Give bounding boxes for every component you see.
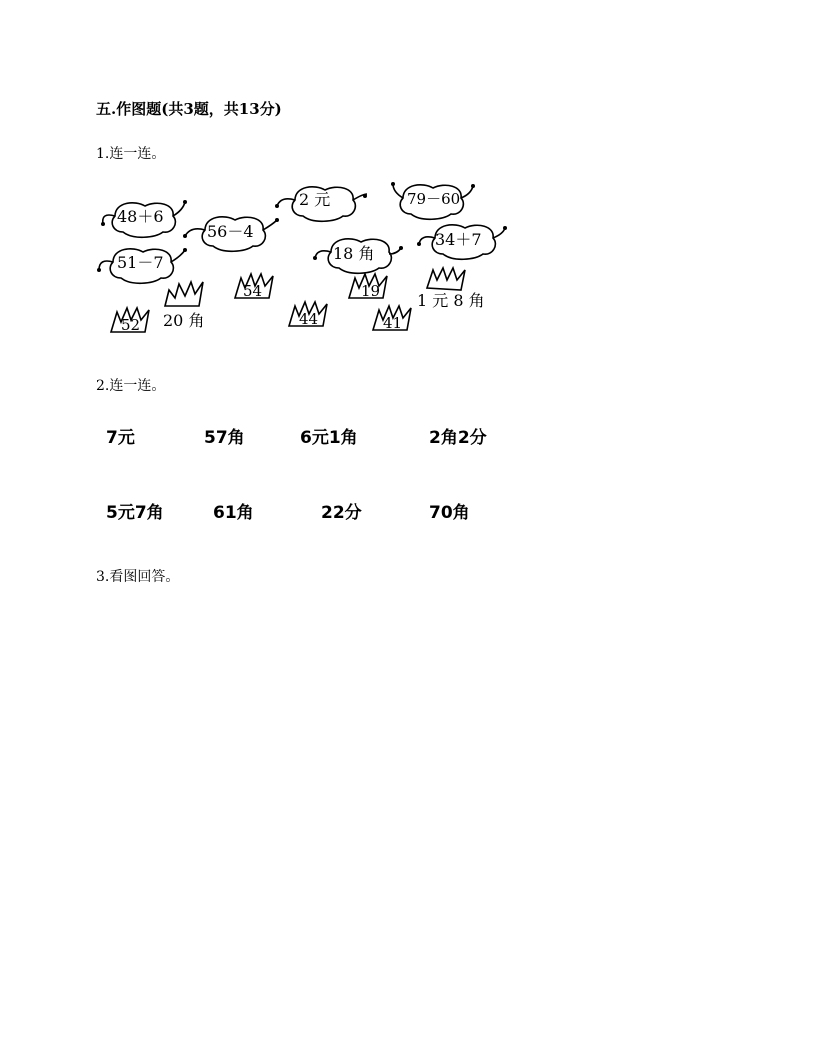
leaf-79-minus-60: [391, 182, 475, 219]
question-2-prompt: 2.连一连。: [96, 378, 166, 394]
leaf-label: 79－60: [407, 190, 461, 208]
label-20-jiao: 20 角: [163, 311, 205, 330]
leaf-label: 18 角: [333, 244, 375, 263]
grass-empty-1: [165, 282, 203, 306]
leaf-label: 51－7: [117, 253, 164, 272]
leaf-51-minus-7: [97, 248, 187, 283]
grass-19: [349, 274, 387, 300]
leaf-56-minus-4: [183, 217, 279, 251]
money-item-r1-1: 7元: [106, 428, 135, 448]
grass-52: [111, 308, 149, 334]
money-item-r2-3: 22分: [321, 503, 362, 523]
grass-label: 54: [243, 282, 263, 300]
question-3-prompt: 3.看图回答。: [96, 569, 180, 585]
grass-label: 44: [299, 310, 319, 328]
grass-44: [289, 302, 327, 328]
money-item-r2-2: 61角: [213, 503, 254, 523]
grass-label: 41: [383, 314, 403, 332]
money-item-r1-3: 6元1角: [300, 428, 358, 448]
money-item-r2-1: 5元7角: [106, 503, 164, 523]
leaf-label: 48＋6: [117, 207, 164, 226]
money-item-r1-4: 2角2分: [429, 428, 487, 448]
leaf-label: 56－4: [207, 222, 254, 241]
leaf-48-plus-6: [101, 200, 187, 237]
leaf-18-jiao: [313, 239, 403, 273]
leaf-label: 34＋7: [435, 230, 482, 249]
money-item-r1-2: 57角: [204, 428, 245, 448]
grass-54: [235, 274, 273, 300]
money-item-r2-4: 70角: [429, 503, 470, 523]
question-1-prompt: 1.连一连。: [96, 146, 166, 162]
leaf-grass-figure: [95, 178, 515, 338]
label-1-yuan-8-jiao: 1 元 8 角: [417, 291, 485, 310]
grass-label: 19: [361, 282, 381, 300]
leaf-2-yuan: [275, 187, 367, 221]
leaf-label: 2 元: [299, 190, 331, 209]
section-title: 五.作图题(共3题，共13分): [96, 100, 282, 118]
grass-empty-2: [427, 268, 465, 290]
grass-label: 52: [121, 316, 141, 334]
grass-41: [373, 306, 411, 332]
leaf-34-plus-7: [417, 225, 507, 259]
